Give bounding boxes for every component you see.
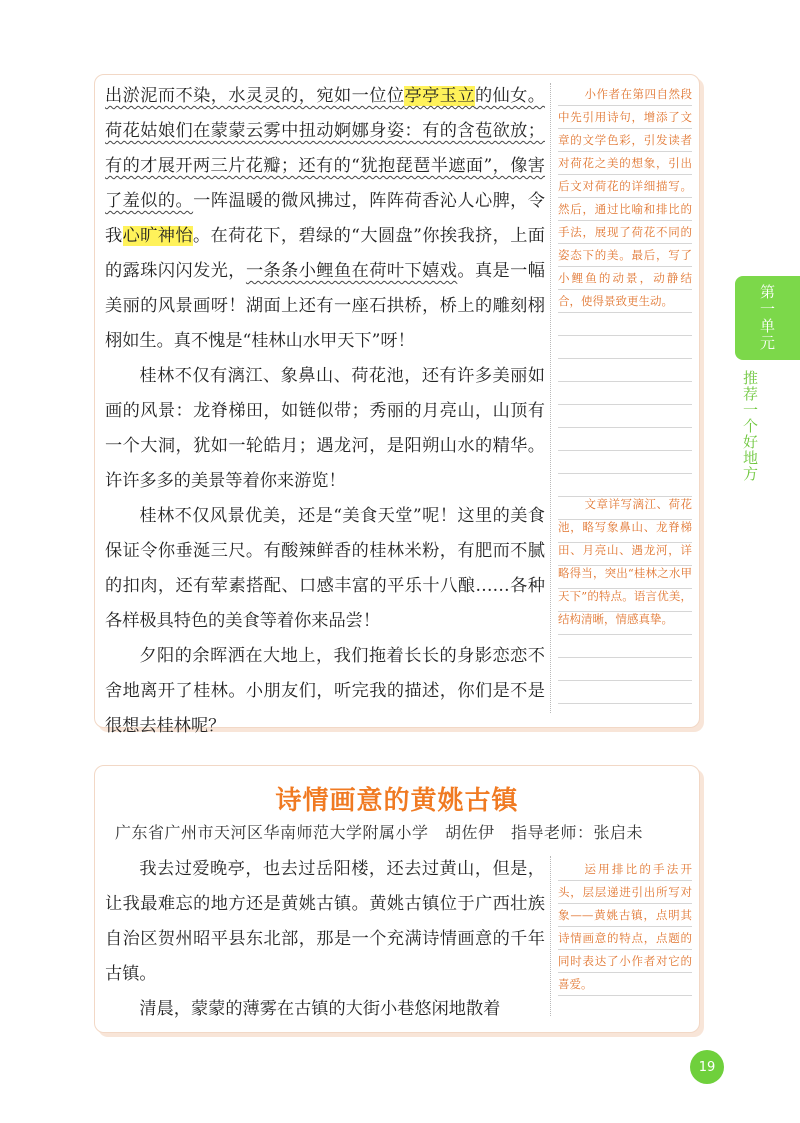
essay-1-paragraph bbox=[105, 79, 545, 359]
essay-1-paragraph bbox=[105, 359, 545, 499]
text-run: 。在荷花下，碧绿的“大圆盘”你挨我挤，上面的露珠闪闪发光， bbox=[105, 226, 545, 281]
text-run: 桂林不仅风景优美，还是“美食天堂”呢！这里的美食保证令你垂涎三尺。有酸辣鲜香的桂林米粉，有肥而不腻的扣肉，还有荤素搭配、口感丰富的平乐十八酿……各种各样极具特色的美食等着你来品尝！ bbox=[105, 506, 545, 631]
column-divider bbox=[550, 856, 551, 1016]
underlined-phrase: 出淤泥而不染，水灵灵的，宛如一位位 bbox=[105, 86, 405, 106]
text-run: 。真是一幅美丽的风景画呀！湖面上还有一座石拱桥，桥上的雕刻栩栩如生。真不愧是“桂林山水甲天下”呀！ bbox=[105, 261, 545, 351]
highlighted-phrase: 心旷神怡 bbox=[122, 226, 193, 246]
page-number: 19 bbox=[690, 1050, 724, 1084]
text-run: 桂林不仅有漓江、象鼻山、荷花池，还有许多美丽如画的风景：龙脊梯田，如链似带；秀丽的月亮山，山顶有一个大洞，犹如一轮皓月；遇龙河，是阳朔山水的精华。许许多多的美景等着你来游览！ bbox=[105, 366, 545, 491]
essay-card-1 bbox=[94, 74, 700, 736]
text-run: 一阵温暖的微风拂过，阵阵荷香沁人心脾，令我 bbox=[105, 191, 545, 246]
underlined-phrase: 的仙女。 bbox=[474, 86, 545, 106]
text-run: 夕阳的余晖洒在大地上，我们拖着长长的身影恋恋不舍地离开了桂林。小朋友们，听完我的描述，你们是不是很想去桂林呢？ bbox=[105, 646, 545, 736]
essay-2-paragraph: 我去过爱晚亭，也去过岳阳楼，还去过黄山，但是，让我最难忘的地方还是黄姚古镇。黄姚古镇位于广西壮族自治区贺州昭平县东北部，那是一个充满诗情画意的千年古镇。 bbox=[105, 859, 545, 984]
unit-tab: 第一单元 bbox=[735, 276, 800, 360]
column-divider bbox=[550, 83, 551, 713]
essay-1-paragraph bbox=[105, 639, 545, 744]
essay-1-body bbox=[105, 79, 545, 744]
essay-2-paragraph: 清晨，蒙蒙的薄雾在古镇的大街小巷悠闲地散着 bbox=[139, 999, 501, 1019]
essay-card-2 bbox=[94, 765, 700, 1033]
underlined-phrase: 一条条小鲤鱼在荷叶下嬉戏 bbox=[245, 261, 458, 281]
essay-author-line: 广东省广州市天河区华南师范大学附属小学 胡佐伊 指导老师：张启未 bbox=[115, 823, 644, 842]
comment-column bbox=[558, 83, 692, 705]
underlined-phrase: 荷花姑娘们在蒙蒙云雾中扭动婀娜身姿：有的含苞欲放；有的才展开两三片花瓣；还有的“犹抱琵琶半遮面”，像害了羞似的。 bbox=[105, 121, 545, 211]
comment-3: 运用排比的手法开头，层层递进引出所写对象——黄姚古镇，点明其诗情画意的特点，点题的同时表达了小作者对它的喜爱。 bbox=[558, 862, 692, 991]
comment-column bbox=[558, 858, 692, 1016]
essay-2-body bbox=[105, 852, 545, 1027]
unit-topic: 推荐一个好地方 bbox=[741, 370, 759, 482]
highlighted-phrase: 亭亭玉立 bbox=[404, 86, 475, 106]
essay-title: 诗情画意的黄姚古镇 bbox=[275, 786, 519, 816]
essay-1-paragraph bbox=[105, 499, 545, 639]
comment-2: 文章详写漓江、荷花池，略写象鼻山、龙脊梯田、月亮山、遇龙河，详略得当，突出“桂林之水甲天下”的特点。语言优美，结构清晰，情感真挚。 bbox=[558, 497, 692, 626]
comment-1: 小作者在第四自然段中先引用诗句，增添了文章的文学色彩，引发读者对荷花之美的想象，引出后文对荷花的详细描写。然后，通过比喻和排比的手法，展现了荷花不同的姿态下的美。最后，写了小鲤鱼的动景，动静结合，使得景致更生动。 bbox=[558, 87, 692, 308]
